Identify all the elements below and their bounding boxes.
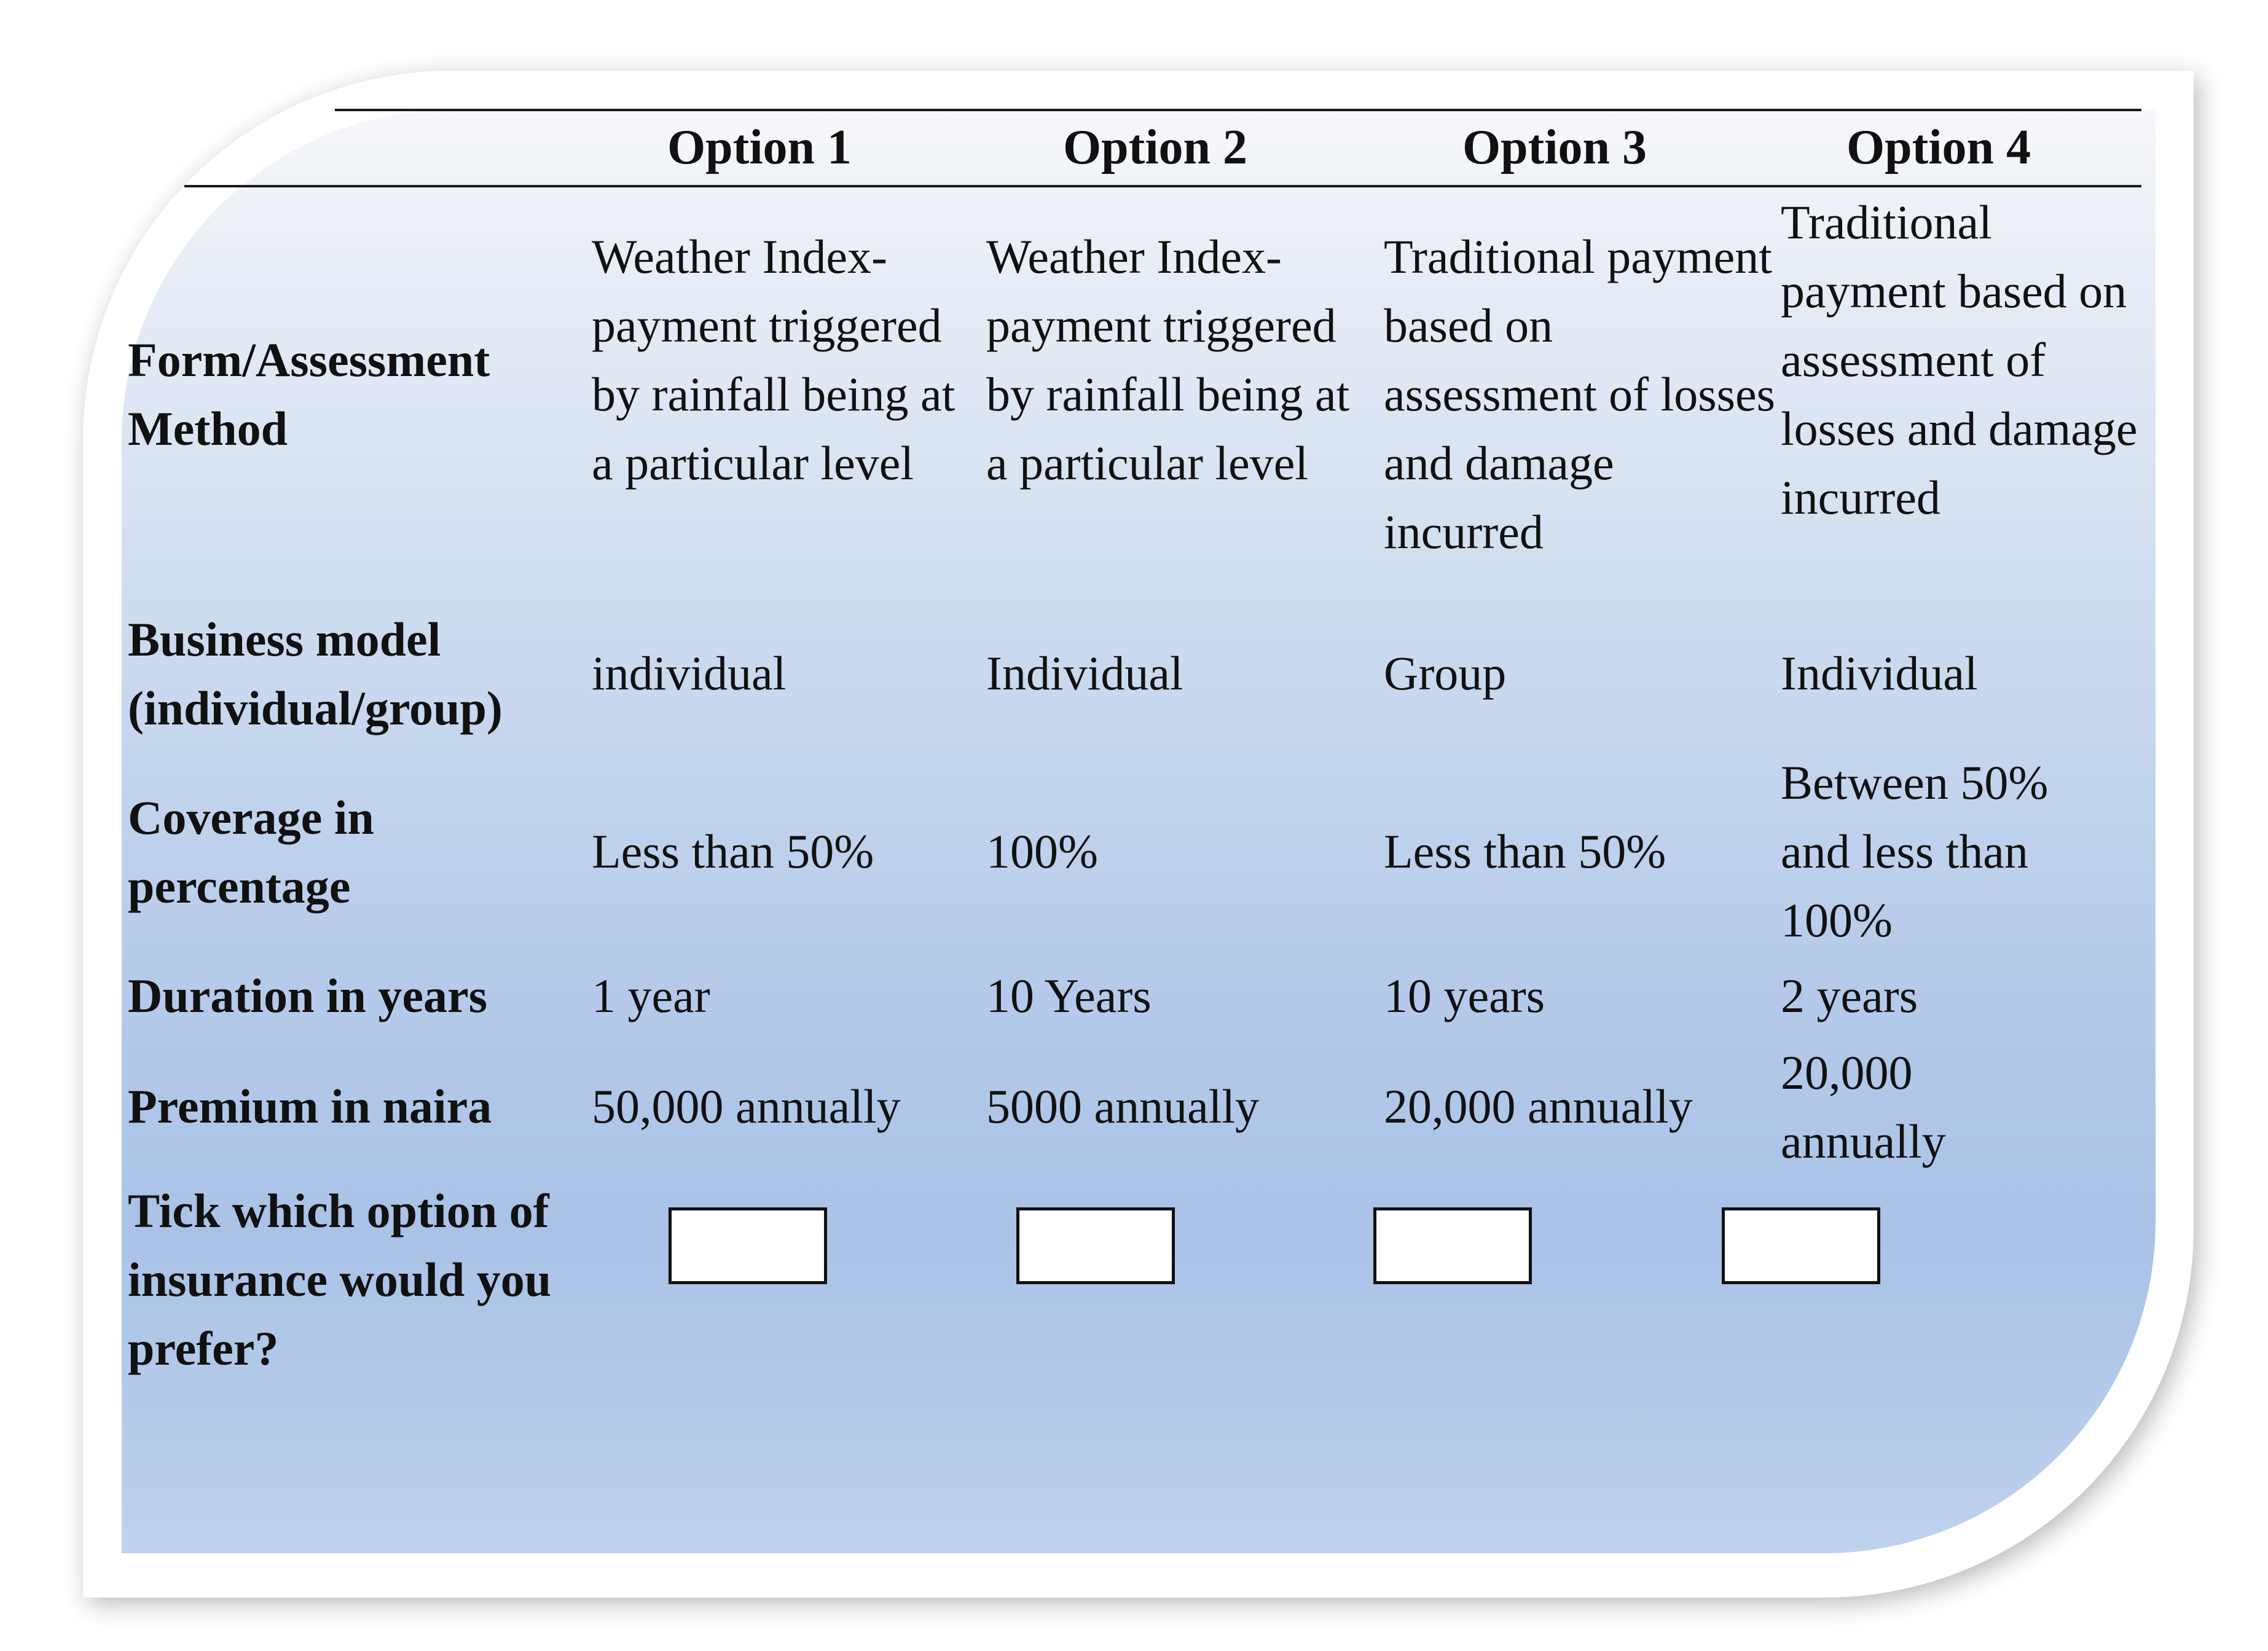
header-option-3: Option 3 [1462,120,1647,175]
table-top-rule [335,109,2141,111]
cell-coverage-option-1: Less than 50% [592,825,874,878]
cell-premium-option-4: 20,000 annually [1781,1046,1946,1168]
cell-coverage-option-4: Between 50% and less than 100% [1781,756,2049,947]
row-label-premium: Premium in naira [128,1080,492,1133]
cell-form-option-1: Weather Index-payment triggered by rainfall being at a particular level [592,230,955,490]
cell-business-option-3: Group [1384,646,1507,700]
cell-duration-option-4: 2 years [1781,969,1918,1022]
row-label-form: Form/Assessment Method [128,333,490,455]
tick-box-option-4[interactable] [1722,1207,1880,1284]
tick-box-option-2[interactable] [1016,1207,1175,1284]
cell-form-option-4: Traditional payment based on assessment of losses and damage incurred [1781,195,2138,524]
header-option-1: Option 1 [667,120,852,175]
cell-duration-option-3: 10 years [1384,969,1545,1022]
header-option-4: Option 4 [1846,120,2031,175]
cell-coverage-option-2: 100% [986,825,1098,878]
cell-coverage-option-3: Less than 50% [1384,825,1666,878]
cell-business-option-4: Individual [1781,646,1978,700]
cell-form-option-2: Weather Index-payment triggered by rainfall being at a particular level [986,230,1350,490]
cell-duration-option-2: 10 Years [986,969,1152,1022]
cell-business-option-1: individual [592,646,787,700]
header-option-2: Option 2 [1062,120,1248,175]
cell-form-option-3: Traditional payment based on assessment of losses and damage incurred [1384,230,1775,559]
table-header-rule [184,185,2141,187]
cell-premium-option-1: 50,000 annually [592,1080,901,1133]
tick-box-option-1[interactable] [669,1207,827,1284]
row-label-business: Business model (individual/group) [128,613,503,735]
cell-duration-option-1: 1 year [592,969,710,1022]
row-label-tick: Tick which option of insurance would you prefer? [128,1184,552,1375]
cell-premium-option-2: 5000 annually [986,1080,1260,1133]
row-label-duration: Duration in years [128,969,487,1022]
row-label-coverage: Coverage in percentage [128,791,374,913]
cell-premium-option-3: 20,000 annually [1384,1080,1693,1133]
tick-box-option-3[interactable] [1373,1207,1532,1284]
cell-business-option-2: Individual [986,646,1183,700]
